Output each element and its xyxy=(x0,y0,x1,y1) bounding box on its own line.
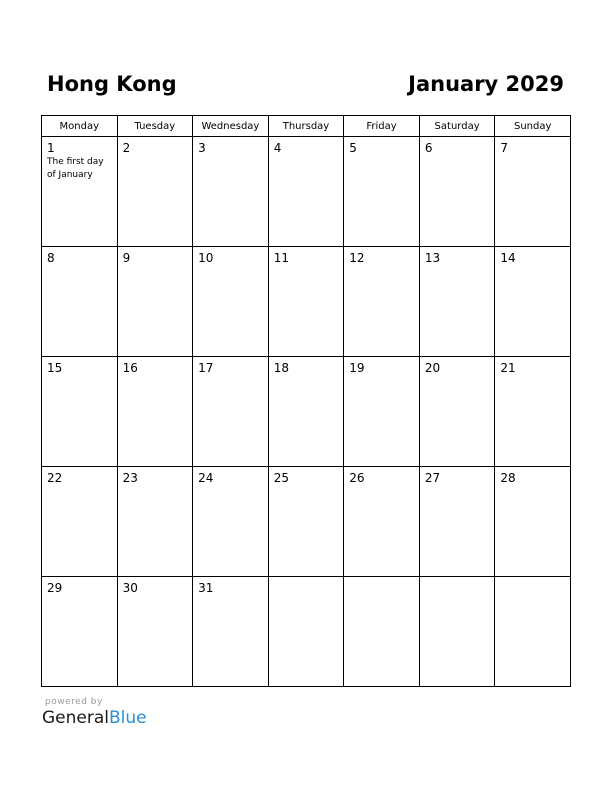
day-cell xyxy=(193,467,269,577)
day-cell xyxy=(344,357,420,467)
week-row xyxy=(42,577,571,687)
day-number: 29 xyxy=(47,581,63,595)
weekday-header-saturday: Saturday xyxy=(419,116,495,137)
weekday-header-row xyxy=(42,116,571,137)
day-cell xyxy=(419,357,495,467)
day-number: 16 xyxy=(122,361,138,375)
day-cell xyxy=(117,247,193,357)
day-cell xyxy=(495,357,571,467)
brand-general-text: General xyxy=(42,708,109,728)
day-cell xyxy=(42,247,118,357)
day-cell xyxy=(42,357,118,467)
day-number: 28 xyxy=(500,471,516,485)
day-cell xyxy=(344,467,420,577)
brand-blue-text: Blue xyxy=(109,708,147,728)
weekday-header-wednesday: Wednesday xyxy=(193,116,269,137)
region-title: Hong Kong xyxy=(47,72,177,96)
weekday-header-monday: Monday xyxy=(42,116,118,137)
holiday-label: The first day of January xyxy=(47,157,104,180)
day-number: 11 xyxy=(273,251,289,265)
day-number: 30 xyxy=(122,581,138,595)
day-cell xyxy=(117,577,193,687)
day-number: 31 xyxy=(198,581,214,595)
day-number: 8 xyxy=(47,251,55,265)
day-number: 17 xyxy=(198,361,214,375)
day-cell xyxy=(193,577,269,687)
day-number: 23 xyxy=(122,471,138,485)
day-cell xyxy=(42,137,118,247)
day-number: 19 xyxy=(349,361,365,375)
day-number: 22 xyxy=(47,471,63,485)
day-cell xyxy=(344,577,420,687)
day-cell xyxy=(495,137,571,247)
day-number: 20 xyxy=(424,361,441,375)
day-number: 26 xyxy=(349,471,365,485)
weekday-header-friday: Friday xyxy=(344,116,420,137)
day-number: 25 xyxy=(273,471,289,485)
day-number: 10 xyxy=(198,251,214,265)
day-cell xyxy=(117,137,193,247)
day-number: 21 xyxy=(500,361,516,375)
day-cell xyxy=(419,137,495,247)
day-number: 5 xyxy=(349,141,357,155)
day-number: 14 xyxy=(500,251,516,265)
day-number: 27 xyxy=(424,471,441,485)
day-number: 7 xyxy=(500,141,509,155)
generalblue-logo[interactable] xyxy=(42,707,147,729)
day-number: 24 xyxy=(198,471,214,485)
day-cell xyxy=(419,467,495,577)
day-number: 6 xyxy=(424,141,433,155)
calendar-weeks xyxy=(42,137,571,687)
day-cell xyxy=(193,137,269,247)
week-row xyxy=(42,137,571,247)
day-cell xyxy=(117,357,193,467)
day-cell xyxy=(268,577,344,687)
weekday-header-tuesday: Tuesday xyxy=(117,116,193,137)
week-row xyxy=(42,247,571,357)
day-number: 1 xyxy=(47,141,55,155)
day-cell xyxy=(42,467,118,577)
day-cell xyxy=(419,247,495,357)
day-number: 12 xyxy=(349,251,365,265)
day-cell xyxy=(419,577,495,687)
day-number: 15 xyxy=(47,361,63,375)
day-number: 18 xyxy=(273,361,289,375)
powered-by-label: powered by xyxy=(45,697,103,707)
day-cell xyxy=(42,577,118,687)
day-cell xyxy=(495,467,571,577)
day-number: 3 xyxy=(198,141,206,155)
day-cell xyxy=(117,467,193,577)
day-cell xyxy=(193,247,269,357)
weekday-header-thursday: Thursday xyxy=(268,116,344,137)
day-number: 2 xyxy=(122,141,131,155)
day-cell xyxy=(268,467,344,577)
day-number: 4 xyxy=(273,141,282,155)
day-cell xyxy=(268,357,344,467)
day-number: 9 xyxy=(122,251,131,265)
month-year-title: January 2029 xyxy=(408,72,564,96)
day-cell xyxy=(344,247,420,357)
weekday-header-sunday: Sunday xyxy=(495,116,571,137)
day-cell xyxy=(495,247,571,357)
day-cell xyxy=(268,137,344,247)
day-number: 13 xyxy=(424,251,441,265)
day-cell xyxy=(193,357,269,467)
week-row xyxy=(42,467,571,577)
day-cell xyxy=(268,247,344,357)
day-cell xyxy=(495,577,571,687)
calendar-grid xyxy=(41,115,571,687)
day-cell xyxy=(344,137,420,247)
week-row xyxy=(42,357,571,467)
